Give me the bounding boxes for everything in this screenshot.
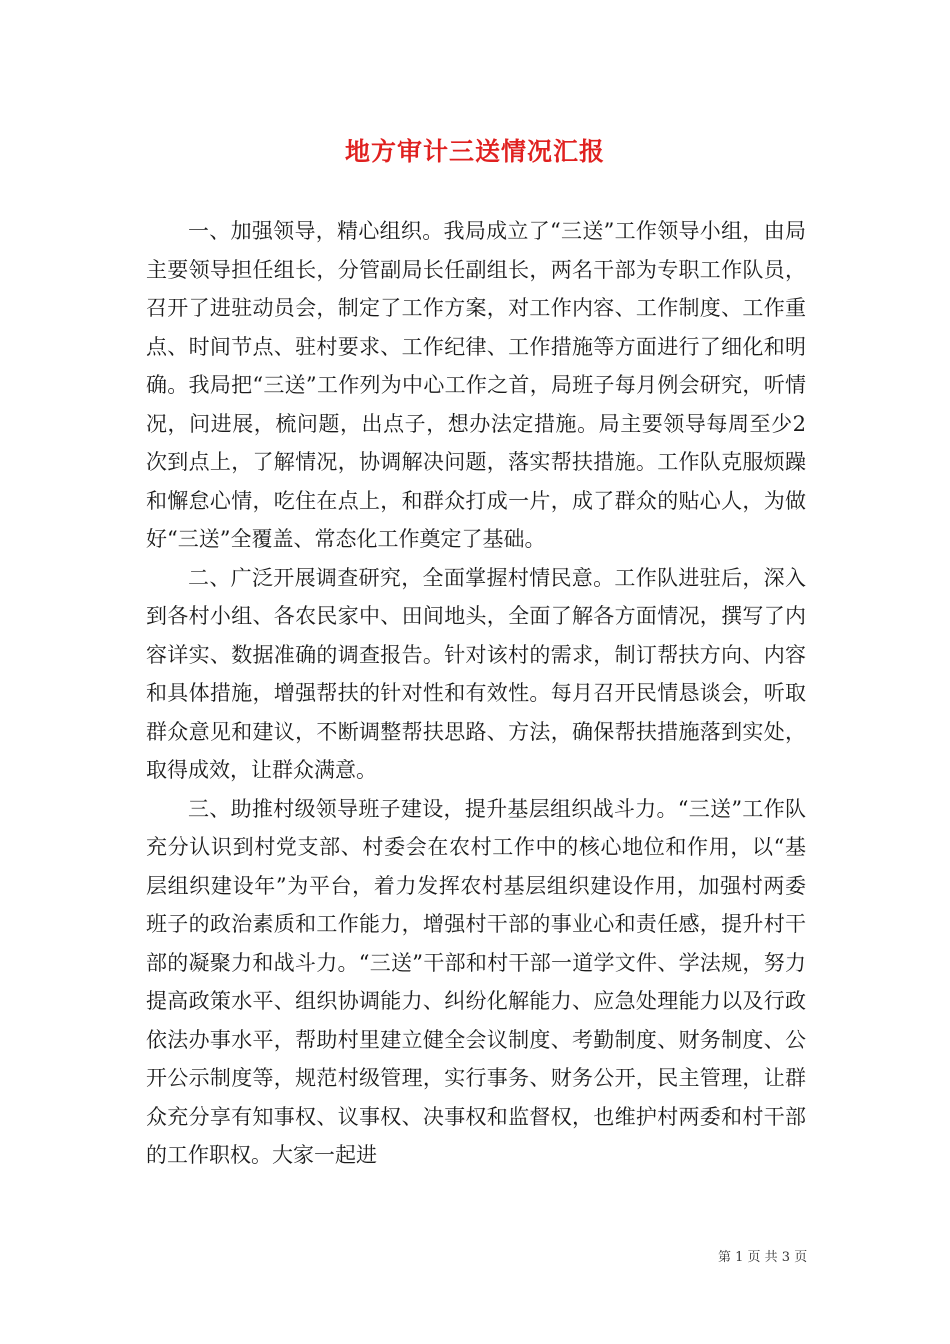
paragraph-1: 一、加强领导，精心组织。我局成立了“三送”工作领导小组，由局主要领导担任组长，分管副局长任副组长，两名干部为专职工作队员，召开了进驻动员会，制定了工作方案，对工作内容、工作制度、工作重点、时间节点、驻村要求、工作纪律、工作措施等方面进行了细化和明确。我局把“三送”工作列为中心工作之首，局班子每月例会研究，听情况，问进展，梳问题，出点子，想办法定措施。局主要领导每周至少2次到点上，了解情况，协调解决问题，落实帮扶措施。工作队克服烦躁和懈怠心情，吃住在点上，和群众打成一片，成了群众的贴心人，为做好“三送”全覆盖、常态化工作奠定了基础。 xyxy=(146,219,806,551)
paragraph-3: 三、助推村级领导班子建设，提升基层组织战斗力。“三送”工作队充分认识到村党支部、村委会在农村工作中的核心地位和作用，以“基层组织建设年”为平台，着力发挥农村基层组织建设作用，加强村两委班子的政治素质和工作能力，增强村干部的事业心和责任感，提升村干部的凝聚力和战斗力。“三送”干部和村干部一道学文件、学法规，努力提高政策水平、组织协调能力、纠纷化解能力、应急处理能力以及行政依法办事水平，帮助村里建立健全会议制度、考勤制度、财务制度、公开公示制度等，规范村级管理，实行事务、财务公开，民主管理，让群众充分享有知事权、议事权、决事权和监督权，也维护村两委和村干部的工作职权。大家一起进 xyxy=(146,796,806,1167)
document-body xyxy=(146,212,806,1175)
document-title: 地方审计三送情况汇报 xyxy=(344,137,605,166)
paragraph-2: 二、广泛开展调查研究，全面掌握村情民意。工作队进驻后，深入到各村小组、各农民家中、田间地头，全面了解各方面情况，撰写了内容详实、数据准确的调查报告。针对该村的需求，制订帮扶方向、内容和具体措施，增强帮扶的针对性和有效性。每月召开民情恳谈会，听取群众意见和建议，不断调整帮扶思路、方法，确保帮扶措施落到实处，取得成效，让群众满意。 xyxy=(146,565,806,782)
page-number-footer: 第 1 页 共 3 页 xyxy=(718,1250,808,1265)
